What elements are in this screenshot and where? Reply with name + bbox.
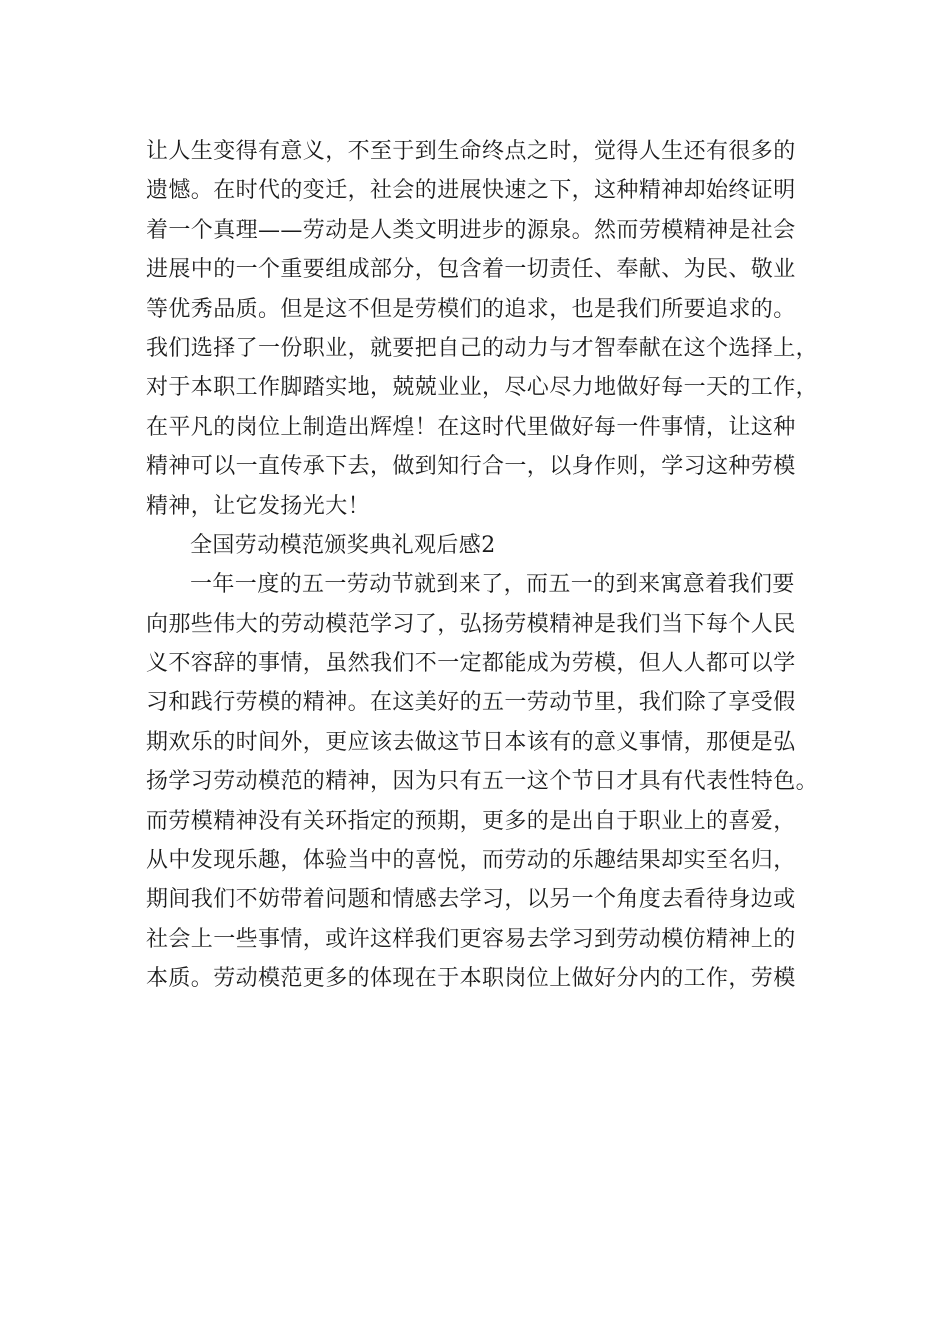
paragraph-line: 社会上一些事情，或许这样我们更容易去学习到劳动模仿精神上的 [146,926,796,952]
paragraph-line: 让人生变得有意义，不至于到生命终点之时，觉得人生还有很多的 [146,139,796,164]
paragraph-line: 一年一度的五一劳动节就到来了，而五一的到来寓意着我们要 [190,572,795,598]
paragraph-line: 遗憾。在时代的变迁，社会的进展快速之下，这种精神却始终证明 [146,178,796,204]
paragraph-line: 在平凡的岗位上制造出辉煌！在这时代里做好每一件事情，让这种 [146,414,796,440]
paragraph-line: 等优秀品质。但是这不但是劳模们的追求，也是我们所要追求的。 [146,296,796,322]
paragraph-line: 本质。劳动模范更多的体现在于本职岗位上做好分内的工作，劳模 [146,966,796,992]
paragraph-line: 而劳模精神没有关环指定的预期，更多的是出自于职业上的喜爱， [146,808,796,834]
paragraph-line: 从中发现乐趣，体验当中的喜悦，而劳动的乐趣结果却实至名归， [146,848,796,874]
paragraph-line: 精神，让它发扬光大！ [146,493,371,519]
paragraph-line: 着一个真理——劳动是人类文明进步的源泉。然而劳模精神是社会 [146,217,796,243]
document-body [146,132,826,999]
paragraph-line: 精神可以一直传承下去，做到知行合一，以身作则，学习这种劳模 [146,454,796,480]
paragraph-line: 期间我们不妨带着问题和情感去学习，以另一个角度去看待身边或 [146,887,796,913]
paragraph-line: 进展中的一个重要组成部分，包含着一切责任、奉献、为民、敬业 [146,257,796,283]
paragraph-line: 期欢乐的时间外，更应该去做这节日本该有的意义事情，那便是弘 [146,729,796,755]
paragraph-line: 习和践行劳模的精神。在这美好的五一劳动节里，我们除了享受假 [146,690,796,716]
paragraph-line: 我们选择了一份职业，就要把自己的动力与才智奉献在这个选择上， [146,335,819,361]
paragraph-line: 向那些伟大的劳动模范学习了，弘扬劳模精神是我们当下每个人民 [146,611,796,637]
section-heading: 全国劳动模范颁奖典礼观后感2 [190,532,496,558]
paragraph-line: 扬学习劳动模范的精神，因为只有五一这个节日才具有代表性特色。 [146,769,819,795]
paragraph-line: 义不容辞的事情，虽然我们不一定都能成为劳模，但人人都可以学 [146,651,796,677]
paragraph-line: 对于本职工作脚踏实地，兢兢业业，尽心尽力地做好每一天的工作， [146,375,819,401]
